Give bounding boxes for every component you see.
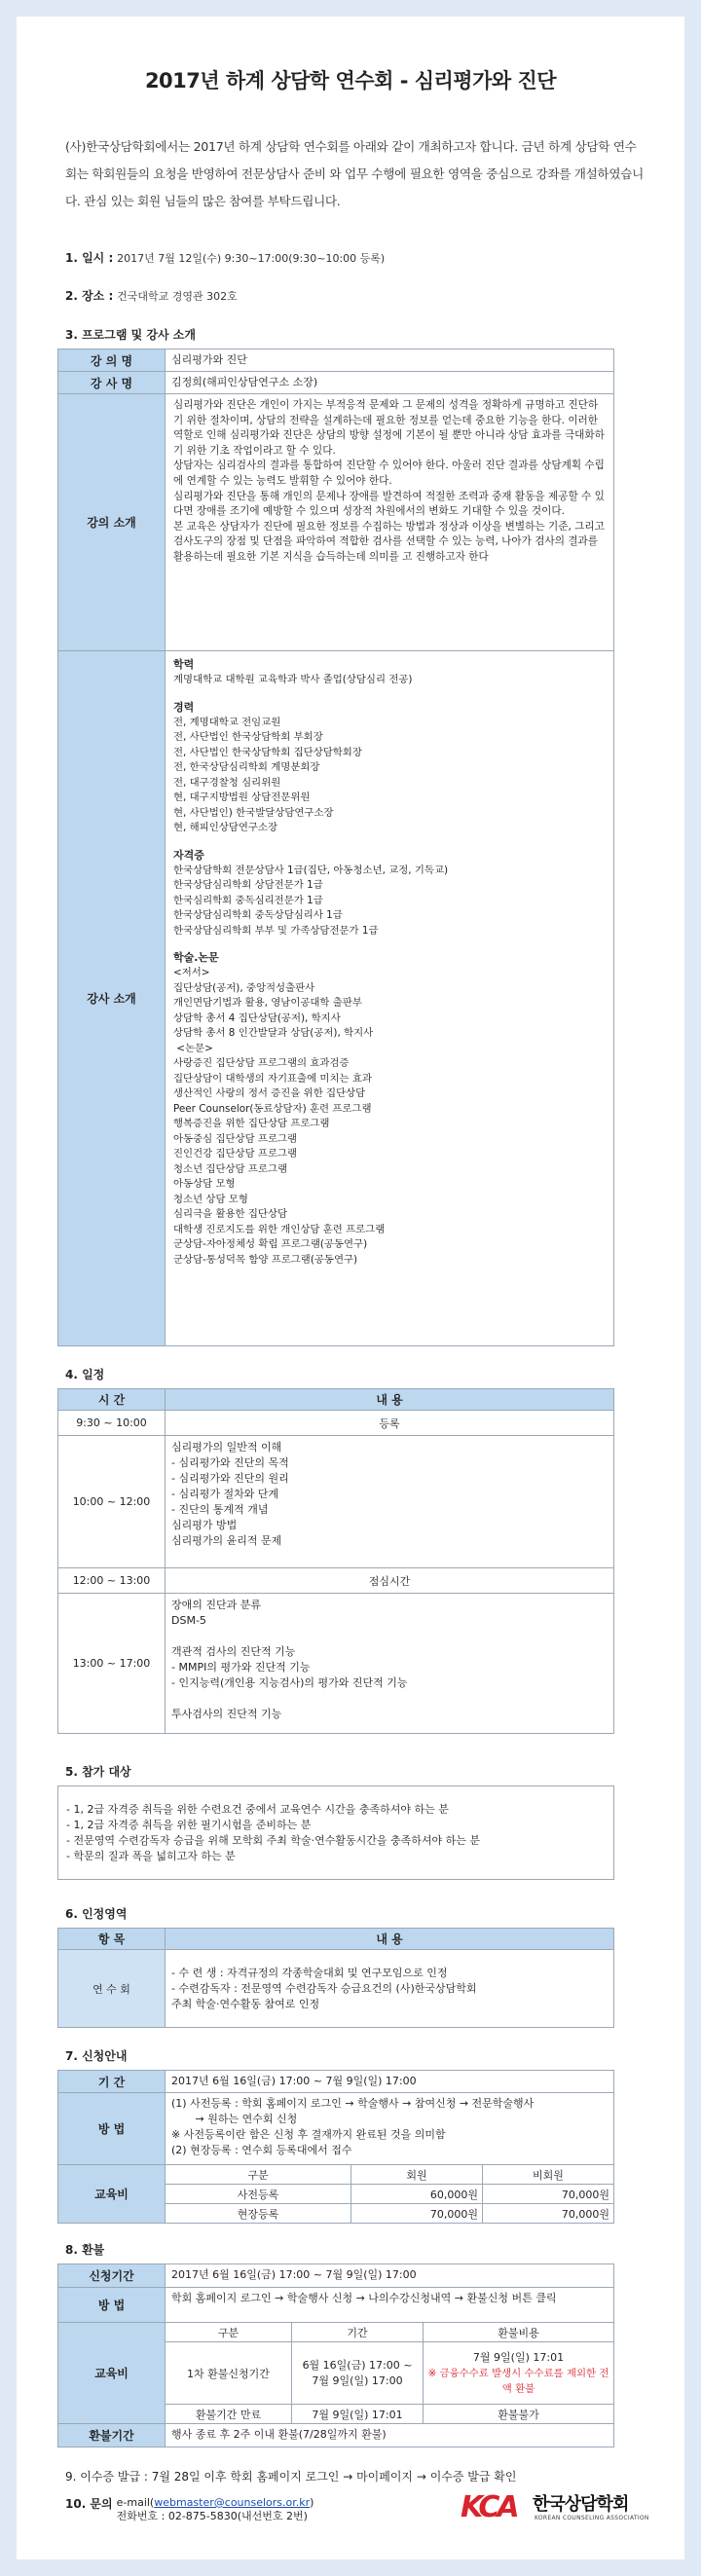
kca-logo (461, 2488, 655, 2527)
course-value: 심리평가와 진단 (166, 350, 614, 372)
schedule-table (57, 1388, 614, 1734)
credit-item: - 수련감독자 : 전문영역 수련감독자 승급요건의 (사)한국상담학회 (171, 1981, 477, 1995)
edu-list (173, 673, 606, 688)
bio-line: 아동상담 모형 (173, 1178, 236, 1190)
credit-row-content (166, 1950, 614, 2028)
bio-line: 집단상담이 대학생의 자기표출에 미치는 효과 (173, 1072, 372, 1085)
fee-cell: 70,000원 (483, 2185, 614, 2204)
document-page (17, 17, 684, 2559)
apply-method-label: 방 법 (58, 2093, 166, 2165)
apply-method-value (166, 2093, 614, 2165)
bio-line: Peer Counselor(동료상담자) 훈련 프로그램 (173, 1102, 372, 1115)
fee-header: 구분 (166, 2165, 351, 2185)
bio-line: 아동중심 집단상담 프로그램 (173, 1132, 298, 1145)
bio-line: 한국상담심리학회 부부 및 가족상담전문가 1급 (173, 924, 379, 937)
bio-line: 진인건강 집단상담 프로그램 (173, 1148, 298, 1159)
fee-cell: 현장등록 (166, 2204, 351, 2224)
refund-period-value: 2017년 6월 16일(금) 17:00 ~ 7월 9일(일) 17:00 (166, 2264, 614, 2288)
contact-label: 10. 문의 (65, 2497, 113, 2511)
fee-header: 비회원 (483, 2165, 614, 2185)
bio-line: 생산적인 사랑의 정서 증진을 위한 집단상담 (173, 1087, 366, 1099)
place-label: 2. 장소 : (65, 289, 114, 303)
bio-line: 상담학 총서 4 집단상담(공저), 학지사 (173, 1012, 341, 1024)
page-title: 2017년 하계 상담학 연수회 - 심리평가와 진단 (144, 69, 557, 92)
career-title: 경력 (173, 700, 195, 714)
place-value: 건국대학교 경영관 302호 (117, 290, 238, 303)
pub-title: 학술.논문 (173, 951, 219, 964)
course-intro-label: 강의 소개 (58, 394, 166, 651)
credit-item: - 수 련 생 : 자격규정의 각종학술대회 및 연구모임으로 인정 (171, 1966, 448, 1979)
apply-fee-label: 교육비 (58, 2165, 166, 2224)
contact-details (117, 2496, 314, 2523)
bio-label: 강사 소개 (58, 651, 166, 1346)
section-schedule-heading: 4. 일정 (65, 1368, 105, 1381)
refund-method-label: 방 법 (58, 2288, 166, 2323)
bio-line: 군상담-통성덕목 함양 프로그램(공동연구) (173, 1253, 358, 1266)
bio-content (166, 651, 614, 1346)
bio-line: 전, 대구경찰청 심리위원 (173, 776, 281, 789)
fee-cell: 사전등록 (166, 2185, 351, 2204)
email-link[interactable]: webmaster@counselors.or.kr (154, 2496, 311, 2509)
bio-line: <논문> (173, 1042, 213, 1054)
bio-line: 한국상담심리학회 중독상담심리사 1급 (173, 909, 343, 921)
fee-cell: 70,000원 (351, 2204, 483, 2224)
refund-period: 7월 9일(일) 17:01 (292, 2405, 424, 2424)
fee-header: 회원 (351, 2165, 483, 2185)
cert-list (173, 864, 606, 939)
refund-header: 환불비용 (424, 2323, 614, 2342)
bio-line: 심리극을 활용한 집단상담 (173, 1208, 288, 1220)
section-apply-heading: 7. 신청안내 (65, 2049, 128, 2063)
section-refund-heading: 8. 환불 (65, 2243, 105, 2257)
refund-header: 구분 (166, 2323, 292, 2342)
apply-method-line: → 원하는 연수회 신청 (171, 2113, 298, 2125)
schedule-row-content: 등록 (166, 1411, 614, 1436)
bio-line: 현, 사단법인) 한국발달상담연구소장 (173, 806, 334, 819)
date-value: 2017년 7월 12일(수) 9:30~17:00(9:30~10:00 등록) (117, 252, 386, 265)
bio-line: 집단상담(공저), 중앙적성출판사 (173, 981, 315, 994)
date-label: 1. 일시 : (65, 251, 114, 265)
contact-email-line (117, 2496, 314, 2510)
cert-title: 자격증 (173, 848, 204, 862)
logo-subtitle: KOREAN COUNSELING ASSOCIATION (535, 2515, 649, 2521)
course-label: 강 의 명 (58, 350, 166, 372)
apply-method-line: (1) 사전등록 : 학회 홈페이지 로그인 → 학술행사 → 참여신청 → 전문학술행사 (171, 2097, 535, 2110)
section-place (65, 288, 684, 305)
bio-line: 청소년 상담 모형 (173, 1193, 248, 1205)
fee-cell: 70,000원 (483, 2204, 614, 2224)
schedule-row-content: 장애의 진단과 분류 DSM-5 객관적 검사의 진단적 기능 - MMPI의 평가와 진단적 기능 - 인지능력(개인용 지능검사)의 평가와 진단적 기능 투사검사의 진단적 기능 (166, 1594, 614, 1734)
bio-line: 한국상담심리학회 상담전문가 1급 (173, 879, 323, 891)
lecturer-value: 김정희(해피인상담연구소 소장) (166, 372, 614, 394)
target-item: - 전문영역 수련감독자 승급을 위해 모학회 주최 학술·연수활동시간을 충족하셔야 하는 분 (66, 1833, 480, 1847)
section-credit-heading: 6. 인정영역 (65, 1907, 128, 1921)
target-table (57, 1785, 614, 1880)
bio-line: 계명대학교 대학원 교육학과 박사 졸업(상담심리 전공) (173, 674, 413, 685)
apply-period-value: 2017년 6월 16일(금) 17:00 ~ 7월 9일(일) 17:00 (166, 2071, 614, 2093)
section-target-heading: 5. 참가 대상 (65, 1765, 131, 1779)
target-item: - 1, 2급 자격증 취득을 위한 수련요건 중에서 교육연수 시간을 충족하셔야 하는 분 (66, 1802, 449, 1816)
refund-note: ※ 금융수수료 발생시 수수료를 제외한 전액 환불 (427, 2367, 609, 2395)
course-intro-text: 심리평가와 진단은 개인이 가지는 부적응적 문제와 그 문제의 성격을 정확하게 규명하고 진단하기 위한 절차이며, 상담의 전략을 설계하는데 필요한 정보를 얻는데 중요한 기능을 한다. 이러한 역할로 인해 심리평가와 진단은 상담의 방향 설정에 기본이 될 뿐만 아니라 상담 효과를 극대화하기 위한 기초 작업이라고 할 수 있다. 상담자는 심리검사의 결과를 통합하여 진단할 수 있어야 한다. 아울러 진단 결과를 상담계획 수립에 연계할 수 있는 능력도 발휘할 수 있어야 한다. 심리평가와 진단을 통해 개인의 문제나 장애를 발견하여 적절한 조력과 중재 활동을 제공할 수 있다면 장애를 조기에 예방할 수 있으며 성장적 차원에서의 변화도 기대할 수 있을 것이다. 본 교육은 상담자가 진단에 필요한 정보를 수집하는 방법과 정상과 이상을 변별하는 기준, 그리고 검사도구의 장점 및 단점을 파악하여 적합한 검사를 선택할 수 있는 능력, 나아가 검사의 결과를 활용하는데 필요한 기본 지식을 습득하는데 의미를 고 진행하고자 한다 (166, 394, 614, 651)
bio-line: 한국심리학회 중독심리전문가 1급 (173, 894, 323, 906)
schedule-row-time: 12:00 ~ 13:00 (58, 1568, 166, 1594)
logo-mark: KCA (461, 2490, 517, 2524)
bio-line: 현, 해피인상담연구소장 (173, 822, 277, 833)
bio-line: 사랑증진 집단상담 프로그램의 효과검증 (173, 1057, 350, 1069)
credit-col-content: 내 용 (166, 1929, 614, 1950)
schedule-row-time: 9:30 ~ 10:00 (58, 1411, 166, 1436)
credit-item: 주최 학술·연수활동 참여로 인정 (171, 1997, 320, 2010)
lecturer-label: 강 사 명 (58, 372, 166, 394)
target-item: - 1, 2급 자격증 취득을 위한 필기시험을 준비하는 분 (66, 1818, 312, 1831)
refund-table (57, 2263, 614, 2447)
bio-line: <저서> (173, 967, 210, 978)
bio-line: 상담학 총서 8 인간발달과 상담(공저), 학지사 (173, 1027, 374, 1039)
credit-col-item: 항 목 (58, 1929, 166, 1950)
schedule-col-time: 시 간 (58, 1389, 166, 1411)
refund-period-label: 신청기간 (58, 2264, 166, 2288)
target-list (58, 1786, 614, 1880)
bio-line: 전, 한국상담심리학회 계명분회장 (173, 761, 320, 773)
certificate-line: 9. 이수증 발급 : 7월 28일 이후 학회 홈페이지 로그인 → 마이페이지 → 이수증 발급 확인 (65, 2470, 517, 2484)
apply-method-line: (2) 현장등록 : 연수회 등록대에서 접수 (171, 2144, 352, 2156)
section-program-heading: 3. 프로그램 및 강사 소개 (65, 328, 196, 342)
apply-period-label: 기 간 (58, 2071, 166, 2093)
refund-type: 환불기간 만료 (166, 2405, 292, 2424)
bio-line: 전, 사단법인 한국상담학회 집단상담학회장 (173, 746, 362, 758)
target-item: - 학문의 질과 폭을 넓히고자 하는 분 (66, 1849, 236, 1862)
refund-deadline-label: 환불기간 (58, 2424, 166, 2447)
refund-cost-value: 환불불가 (424, 2405, 614, 2424)
refund-header: 기간 (292, 2323, 424, 2342)
schedule-row-content: 심리평가의 일반적 이해 - 심리평가와 진단의 목적 - 심리평가와 진단의 원리 - 심리평가 절차와 단계 - 진단의 통계적 개념 심리평가 방법 심리평가의 윤리적 문제 (166, 1436, 614, 1568)
bio-line: 군상담-자아정체성 확립 프로그램(공동연구) (173, 1238, 368, 1250)
refund-fee-label: 교육비 (58, 2323, 166, 2424)
career-list (173, 716, 606, 836)
credit-table (57, 1928, 614, 2028)
bio-line: 현, 대구지방법원 상담전문위원 (173, 791, 311, 803)
email-suffix: ) (310, 2496, 314, 2509)
section-date (65, 250, 684, 267)
program-table (57, 349, 614, 1346)
intro-paragraph: (사)한국상담학회에서는 2017년 하계 상담학 연수회를 아래와 같이 개최하고자 합니다. 금년 하계 상담학 연수회는 학회원들의 요청을 반영하여 전문상담사 준비 와 업무 수행에 필요한 영역을 중심으로 강좌를 개설하였습니다. 관심 있는 회원 님들의 많은 참여를 부탁드립니다. (65, 139, 644, 208)
email-prefix: e-mail( (116, 2496, 155, 2509)
refund-cost-value: 7월 9일(일) 17:01 (472, 2350, 565, 2364)
refund-cost (424, 2342, 614, 2405)
bio-line: 행복증진을 위한 집단상담 프로그램 (173, 1118, 330, 1129)
fee-cell: 60,000원 (351, 2185, 483, 2204)
schedule-row-time: 10:00 ~ 12:00 (58, 1436, 166, 1568)
contact-phone: 전화번호 : 02-875-5830(내선번호 2번) (116, 2510, 308, 2522)
credit-row-label: 연 수 회 (58, 1950, 166, 2028)
bio-line: 전, 사단법인 한국상담학회 부회장 (173, 731, 323, 743)
bio-line: 청소년 집단상담 프로그램 (173, 1162, 288, 1175)
pub-list (173, 966, 606, 1268)
schedule-row-time: 13:00 ~ 17:00 (58, 1594, 166, 1734)
refund-type: 1차 환불신청기간 (166, 2342, 292, 2405)
logo-name: 한국상담학회 (533, 2494, 629, 2515)
refund-period: 6월 16일(금) 17:00 ~ 7월 9일(일) 17:00 (292, 2342, 424, 2405)
bio-line: 전, 계명대학교 전임교원 (173, 716, 281, 728)
edu-title: 학력 (173, 658, 195, 671)
apply-method-line: ※ 사전등록이란 함은 신청 후 결재까지 완료된 것을 의미함 (171, 2128, 446, 2141)
bio-line: 한국상담학회 전문상담사 1급(집단, 아동청소년, 교정, 기독교) (173, 864, 449, 876)
bio-line: 개인면담기법과 활용, 영남이공대학 출판부 (173, 997, 362, 1009)
schedule-col-content: 내 용 (166, 1389, 614, 1411)
refund-deadline-value: 행사 종료 후 2주 이내 환불(7/28일까지 환불) (166, 2424, 614, 2447)
refund-method-value: 학회 홈페이지 로그인 → 학술행사 신청 → 나의수강신청내역 → 환불신청 버튼 클릭 (166, 2288, 614, 2323)
apply-table (57, 2070, 614, 2224)
schedule-row-content: 점심시간 (166, 1568, 614, 1594)
bio-line: 대학생 진로지도를 위한 개인상담 훈련 프로그램 (173, 1223, 386, 1235)
